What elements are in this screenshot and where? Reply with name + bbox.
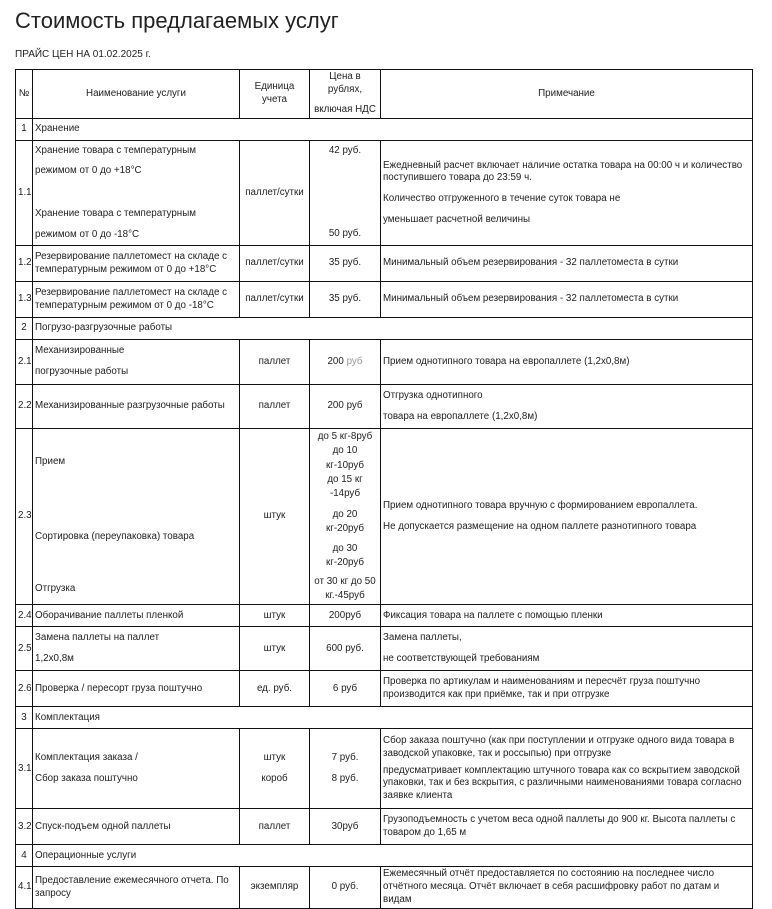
table-row-2-2 <box>16 385 753 429</box>
service-name: Проверка / пересорт груза поштучно <box>33 671 240 707</box>
table-row-4-1 <box>16 867 753 908</box>
price-value: до 5 кг-8руб <box>317 431 373 443</box>
price: 600 руб. <box>310 627 381 671</box>
service-name-line: режимом от 0 до -18°С <box>35 228 140 240</box>
price: 0 руб. <box>310 867 381 908</box>
section-row-operations <box>16 845 753 867</box>
price-value: до 10 <box>332 445 358 457</box>
table-row-3-2 <box>16 809 753 845</box>
note: Проверка по артикулам и наименованиям и пересчёт груза поштучно производится как при приёмке, так и при отгрузке <box>381 671 753 707</box>
table-row-1-3 <box>16 282 753 318</box>
price-value: кг-20руб <box>326 523 364 535</box>
section-title: Погрузо-разгрузочные работы <box>33 318 753 340</box>
price-value: до 30 <box>332 542 358 554</box>
table-row-2-1 <box>16 340 753 385</box>
header-num: № <box>16 70 33 119</box>
unit: паллет <box>240 385 310 429</box>
section-row-storage <box>16 119 753 141</box>
row-num: 2.6 <box>16 671 33 707</box>
note: Ежемесячный отчёт предоставляется по состоянию на последнее число отчётного месяца. Отчёт включает в себя расшифровку работ по датам и видам <box>381 867 753 908</box>
price-value: кг-20руб <box>326 556 364 568</box>
row-num: 2.1 <box>16 340 33 385</box>
price-value: 50 руб. <box>328 228 362 240</box>
note: Минимальный объем резервирования - 32 паллетоместа в сутки <box>381 282 753 318</box>
table-row-2-4 <box>16 605 753 627</box>
note-line: Ежедневный расчет включает наличие остатка товара на 00:00 ч и количество поступившего товара до 23:59 ч. <box>383 159 743 184</box>
section-num: 1 <box>16 119 33 141</box>
row-num: 3.1 <box>16 729 33 809</box>
note <box>381 385 753 429</box>
price <box>310 340 381 385</box>
note <box>381 627 753 671</box>
price: 200руб <box>310 605 381 627</box>
price: 35 руб. <box>310 282 381 318</box>
price-value: 42 руб. <box>328 145 362 157</box>
section-title: Операционные услуги <box>33 845 753 867</box>
price-table <box>15 69 753 909</box>
unit: экземпляр <box>240 867 310 908</box>
unit: ед. руб. <box>240 671 310 707</box>
table-row-2-6 <box>16 671 753 707</box>
price-value: 8 руб. <box>331 772 359 784</box>
note-line: Отгрузка однотипного <box>383 389 483 401</box>
service-name-line: Прием <box>35 456 66 468</box>
note <box>381 429 753 605</box>
service-name-line: Хранение товара с температурным <box>35 144 196 156</box>
unit-value: штук <box>263 752 286 764</box>
note-line: не соответствующей требованиям <box>383 652 540 664</box>
price-value: 200 <box>327 400 344 412</box>
price-list-date: ПРАЙС ЦЕН НА 01.02.2025 г. <box>15 49 151 60</box>
service-name-line: Сбор заказа поштучно <box>35 772 138 784</box>
header-price-line2: включая НДС <box>314 104 376 116</box>
service-name-line: Комплектация заказа / <box>35 752 138 764</box>
unit <box>240 729 310 809</box>
note-line: Количество отгруженного в течение суток товара не <box>383 193 621 205</box>
header-unit: Единица учета <box>240 70 310 119</box>
price <box>310 429 381 605</box>
unit: паллет/сутки <box>240 282 310 318</box>
price-value: до 15 кг <box>327 473 363 485</box>
price: 30руб <box>310 809 381 845</box>
unit: паллет <box>240 340 310 385</box>
service-name <box>33 729 240 809</box>
section-row-picking <box>16 707 753 729</box>
row-num: 2.2 <box>16 385 33 429</box>
unit: паллет/сутки <box>240 141 310 246</box>
table-row-3-1 <box>16 729 753 809</box>
price: 35 руб. <box>310 246 381 282</box>
service-name <box>33 429 240 605</box>
note-line: предусматривает комплектацию штучного товара как со вскрытием заводской упаковки, так и без вскрытия, с различными наименованиями товара согласно заявке клиента <box>383 764 742 802</box>
note: Прием однотипного товара на европаллете (1,2х0,8м) <box>381 340 753 385</box>
note <box>381 729 753 809</box>
service-name: Предоставление ежемесячного отчета. По запросу <box>33 867 240 908</box>
unit: штук <box>240 627 310 671</box>
unit: паллет <box>240 809 310 845</box>
price-value: кг.-45руб <box>325 590 365 602</box>
unit-value: короб <box>261 772 288 784</box>
note-line: уменьшает расчетной величины <box>383 213 531 225</box>
header-price-line1: Цена в рублях, <box>327 71 363 95</box>
table-row-2-5 <box>16 627 753 671</box>
header-name: Наименование услуги <box>33 70 240 119</box>
price-value: 7 руб. <box>331 752 359 764</box>
section-row-loading <box>16 318 753 340</box>
section-num: 4 <box>16 845 33 867</box>
row-num: 2.3 <box>16 429 33 605</box>
price-value: 200 <box>327 355 344 367</box>
section-num: 2 <box>16 318 33 340</box>
note-line: товара на европаллете (1,2х0,8м) <box>383 410 538 422</box>
price <box>310 141 381 246</box>
header-note: Примечание <box>381 70 753 119</box>
note: Минимальный объем резервирования - 32 паллетоместа в сутки <box>381 246 753 282</box>
price-currency: руб <box>346 400 363 412</box>
row-num: 4.1 <box>16 867 33 908</box>
price: 6 руб <box>310 671 381 707</box>
note: Грузоподъемность с учетом веса одной паллеты до 900 кг. Высота паллеты с товаром до 1,65 м <box>381 809 753 845</box>
table-header-row <box>16 70 753 119</box>
service-name-line: Отгрузка <box>35 582 76 594</box>
price <box>310 729 381 809</box>
price-value: до 20 <box>332 509 358 521</box>
table-row-1-2 <box>16 246 753 282</box>
service-name <box>33 627 240 671</box>
price-value: -14руб <box>329 488 361 500</box>
section-title: Комплектация <box>33 707 753 729</box>
service-name <box>33 141 240 246</box>
service-name-line: Сортировка (переупаковка) товара <box>35 530 195 542</box>
row-num: 1.2 <box>16 246 33 282</box>
service-name-line: Механизированные <box>35 345 125 357</box>
unit: штук <box>240 429 310 605</box>
service-name-line: режимом от 0 до +18°С <box>35 165 142 177</box>
unit: паллет/сутки <box>240 246 310 282</box>
service-name <box>33 340 240 385</box>
row-num: 1.1 <box>16 141 33 246</box>
note: Фиксация товара на паллете с помощью пленки <box>381 605 753 627</box>
service-name-line: Замена паллеты на паллет <box>35 632 160 644</box>
note-line: Не допускается размещение на одном паллете разнотипного товара <box>383 520 697 532</box>
service-name: Механизированные разгрузочные работы <box>33 385 240 429</box>
service-name-line: 1,2х0,8м <box>35 652 74 664</box>
page-title: Стоимость предлагаемых услуг <box>15 8 339 33</box>
price <box>310 385 381 429</box>
note-line: Замена паллеты, <box>383 632 462 644</box>
table-row-2-3 <box>16 429 753 605</box>
price-value: кг-10руб <box>326 459 364 471</box>
row-num: 1.3 <box>16 282 33 318</box>
note-line: Прием однотипного товара вручную с формированием европаллета. <box>383 500 698 512</box>
service-name: Спуск-подъем одной паллеты <box>33 809 240 845</box>
price-currency: руб <box>346 355 363 367</box>
header-price <box>310 70 381 119</box>
price-value: от 30 кг до 50 <box>314 576 376 588</box>
note <box>381 141 753 246</box>
service-name-line: Хранение товара с температурным <box>35 208 196 220</box>
section-title: Хранение <box>33 119 753 141</box>
row-num: 2.4 <box>16 605 33 627</box>
note-line: Сбор заказа поштучно (как при поступлении и отгрузке одного вида товара в заводской упаковке, так и россыпью) при отгрузке <box>383 735 735 759</box>
service-name: Резервирование паллетомест на складе с температурным режимом от 0 до +18°С <box>33 246 240 282</box>
service-name: Оборачивание паллеты пленкой <box>33 605 240 627</box>
table-row-1-1 <box>16 141 753 246</box>
row-num: 3.2 <box>16 809 33 845</box>
unit: штук <box>240 605 310 627</box>
row-num: 2.5 <box>16 627 33 671</box>
service-name-line: погрузочные работы <box>35 366 129 378</box>
section-num: 3 <box>16 707 33 729</box>
service-name: Резервирование паллетомест на складе с температурным режимом от 0 до -18°С <box>33 282 240 318</box>
